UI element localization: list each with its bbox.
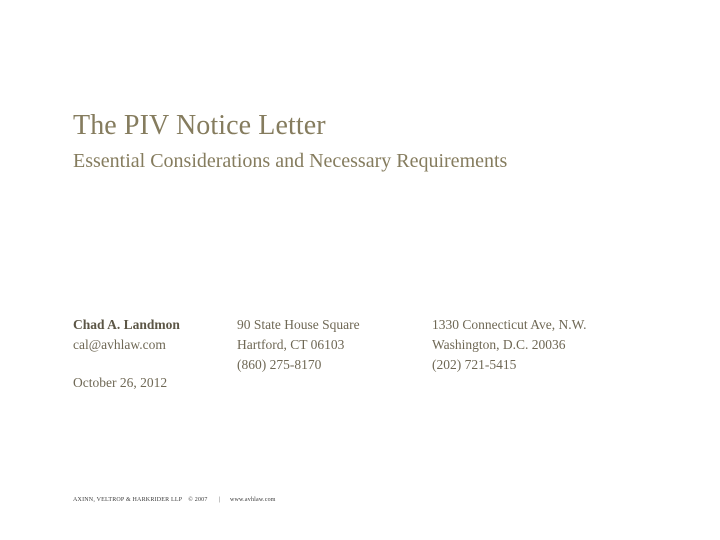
office-phone: (202) 721-5415 [432,357,517,372]
presenter-contact [73,315,180,355]
office-washington [432,315,586,375]
presenter-name: Chad A. Landmon [73,317,180,332]
presenter-email: cal@avhlaw.com [73,337,166,352]
office-phone: (860) 275-8170 [237,357,322,372]
footer-copyright: © 2007 [188,497,208,503]
office-street: 1330 Connecticut Ave, N.W. [432,317,587,332]
office-street: 90 State House Square [237,317,360,332]
footer [73,497,276,503]
page-title: The PIV Notice Letter [73,110,326,141]
office-hartford [237,315,360,375]
footer-separator: | [218,497,220,503]
footer-website: www.avhlaw.com [229,497,276,503]
page-subtitle: Essential Considerations and Necessary Requirements [73,150,508,172]
office-city: Washington, D.C. 20036 [432,337,566,352]
office-city: Hartford, CT 06103 [237,337,345,352]
footer-firm-name: AXINN, VELTROP & HARKRIDER LLP [73,497,183,503]
presentation-date: October 26, 2012 [73,375,168,390]
